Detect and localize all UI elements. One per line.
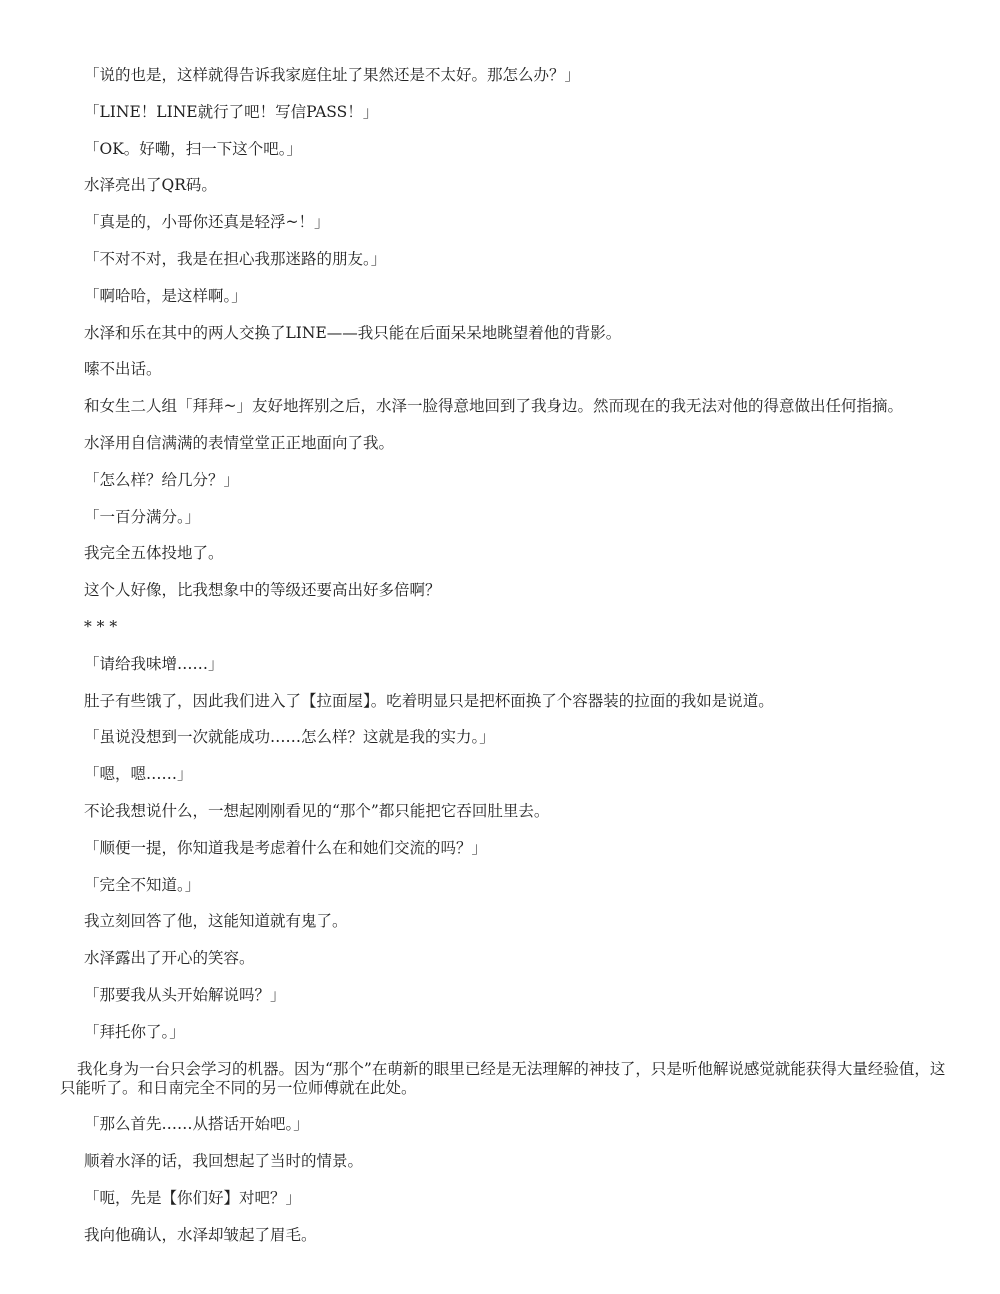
paragraph: 不论我想说什么，一想起刚刚看见的“那个”都只能把它吞回肚里去。 xyxy=(84,801,550,820)
paragraph: 「那要我从头开始解说吗？」 xyxy=(84,985,286,1004)
paragraph: 这个人好像，比我想象中的等级还要高出好多倍啊？ xyxy=(84,581,441,600)
paragraph: 「那么首先……从搭话开始吧。」 xyxy=(84,1115,309,1134)
paragraph: 肚子有些饿了，因此我们进入了【拉面屋】。吃着明显只是把杯面换了个容器装的拉面的我如是说道。 xyxy=(84,691,774,710)
paragraph: 「虽说没想到一次就能成功……怎么样？这就是我的实力。」 xyxy=(84,728,495,747)
paragraph: 「真是的，小哥你还真是轻浮~！」 xyxy=(84,213,330,232)
paragraph: 水泽亮出了QR码。 xyxy=(84,176,217,195)
paragraph: 水泽露出了开心的笑容。 xyxy=(84,949,255,968)
paragraph: 「请给我味增……」 xyxy=(84,654,224,673)
paragraph: 「不对不对，我是在担心我那迷路的朋友。」 xyxy=(84,249,387,268)
paragraph: 嗦不出话。 xyxy=(84,360,162,379)
paragraph: 「呃，先是【你们好】对吧？」 xyxy=(84,1188,302,1207)
paragraph: 「LINE！LINE就行了吧！写信PASS！」 xyxy=(84,102,379,121)
paragraph: 「怎么样？给几分？」 xyxy=(84,470,240,489)
paragraph: 水泽和乐在其中的两人交换了LINE——我只能在后面呆呆地眺望着他的背影。 xyxy=(84,323,622,342)
paragraph: 「说的也是，这样就得告诉我家庭住址了果然还是不太好。那怎么办？」 xyxy=(84,66,581,84)
document-body xyxy=(60,66,960,1263)
paragraph: 「顺便一提，你知道我是考虑着什么在和她们交流的吗？」 xyxy=(84,838,488,857)
paragraph: 顺着水泽的话，我回想起了当时的情景。 xyxy=(84,1152,364,1171)
paragraph: 「拜托你了。」 xyxy=(84,1022,185,1041)
paragraph: 「一百分满分。」 xyxy=(84,507,201,526)
paragraph: 和女生二人组「拜拜~」友好地挥别之后，水泽一脸得意地回到了我身边。然而现在的我无法对他的得意做出任何指摘。 xyxy=(84,397,903,416)
paragraph: 我向他确认，水泽却皱起了眉毛。 xyxy=(84,1225,317,1244)
paragraph: 「啊哈哈，是这样啊。」 xyxy=(84,286,247,305)
paragraph: 「完全不知道。」 xyxy=(84,875,201,894)
paragraph: 我立刻回答了他，这能知道就有鬼了。 xyxy=(84,912,348,931)
section-divider: * * * xyxy=(84,617,118,636)
paragraph: 我化身为一台只会学习的机器。因为“那个”在萌新的眼里已经是无法理解的神技了，只是听他解说感觉就能获得大量经验值，这只能听了。和日南完全不同的另一位师傅就在此处。 xyxy=(60,1059,946,1097)
paragraph: 「嗯，嗯……」 xyxy=(84,765,193,784)
paragraph: 水泽用自信满满的表情堂堂正正地面向了我。 xyxy=(84,433,395,452)
paragraph: 我完全五体投地了。 xyxy=(84,544,224,563)
paragraph: 「OK。好嘞，扫一下这个吧。」 xyxy=(84,139,303,158)
